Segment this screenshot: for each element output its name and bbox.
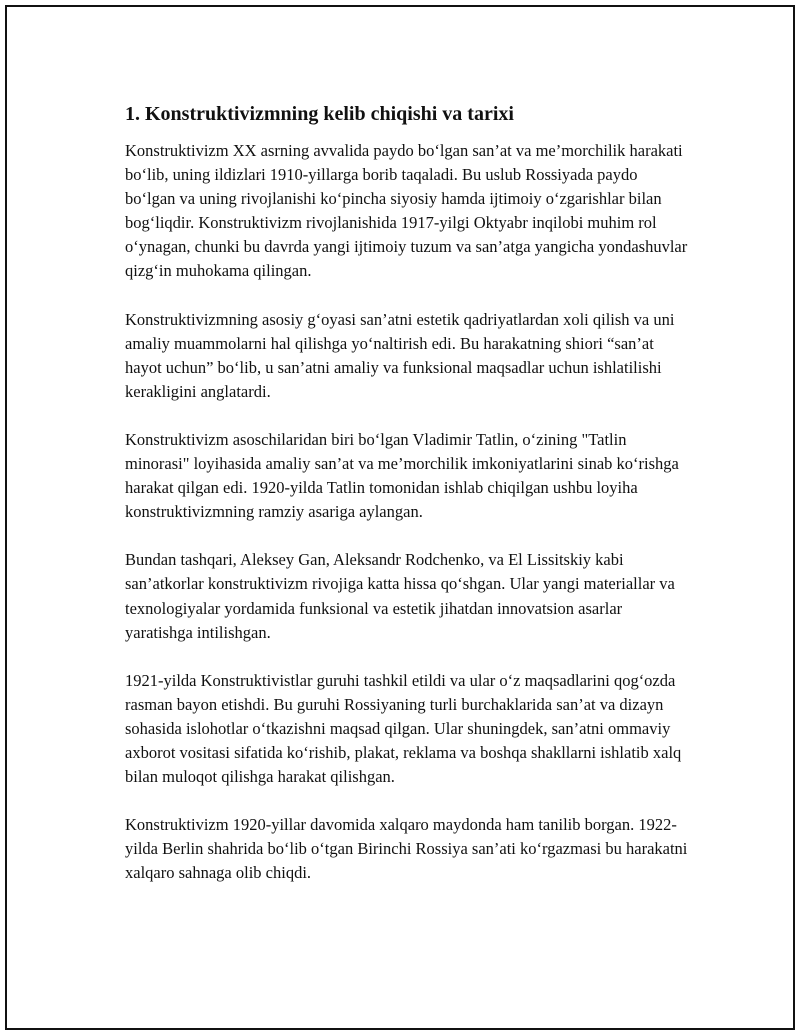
page-frame [5, 5, 795, 1030]
document-body [125, 101, 691, 885]
paragraph-1: Konstruktivizm XX asrning avvalida paydo bo‘lgan san’at va me’morchilik harakati bo‘lib, uning ildizlari 1910-yillarga borib taqaladi. Bu uslub Rossiyada paydo bo‘lgan va uning rivojlanishi ko‘pincha siyosiy hamda ijtimoiy o‘zgarishlar bilan bog‘liqdir. Konstruktivizm rivojlanishida 1917-yilgi Oktyabr inqilobi muhim rol o‘ynagan, chunki bu davrda yangi ijtimoiy tuzum va san’atga yangicha yondashuvlar qizg‘in muhokama qilingan. [125, 141, 688, 281]
paragraph-4: Bundan tashqari, Aleksey Gan, Aleksandr Rodchenko, va El Lissitskiy kabi san’atkorlar konstruktivizm rivojiga katta hissa qo‘shgan. Ular yangi materiallar va texnologiyalar yordamida funksional va estetik jihatdan innovatsion asarlar yaratishga intilishgan. [125, 550, 675, 642]
paragraph-2: Konstruktivizmning asosiy g‘oyasi san’atni estetik qadriyatlardan xoli qilish va uni amaliy muammolarni hal qilishga yo‘naltirish edi. Bu harakatning shiori “san’at hayot uchun” bo‘lib, u san’atni amaliy va funksional maqsadlar uchun ishlatilishi kerakligini anglatardi. [125, 309, 675, 401]
paragraph-3: Konstruktivizm asoschilaridan biri bo‘lgan Vladimir Tatlin, o‘zining "Tatlin minorasi" loyihasida amaliy san’at va me’morchilik imkoniyatlarini sinab ko‘rishga harakat qilgan edi. 1920-yilda Tatlin tomonidan ishlab chiqilgan ushbu loyiha konstruktivizmning ramziy asariga aylangan. [125, 429, 679, 522]
paragraph-5: 1921-yilda Konstruktivistlar guruhi tashkil etildi va ular o‘z maqsadlarini qog‘ozda rasman bayon etishdi. Bu guruhi Rossiyaning turli burchaklarida san’at va dizayn sohasida islohotlar o‘tkazishni maqsad qilgan. Ular shuningdek, san’atni ommaviy axborot vositasi sifatida ko‘rishib, plakat, reklama va boshqa shakllarni ishlatib xalq bilan muloqot qilishga harakat qilishgan. [125, 670, 682, 787]
paragraph-6: Konstruktivizm 1920-yillar davomida xalqaro maydonda ham tanilib borgan. 1922-yilda Berlin shahrida bo‘lib o‘tgan Birinchi Rossiya san’ati ko‘rgazmasi bu harakatni xalqaro sahnaga olib chiqdi. [125, 815, 688, 883]
section-heading: 1. Konstruktivizmning kelib chiqishi va tarixi [125, 103, 514, 125]
